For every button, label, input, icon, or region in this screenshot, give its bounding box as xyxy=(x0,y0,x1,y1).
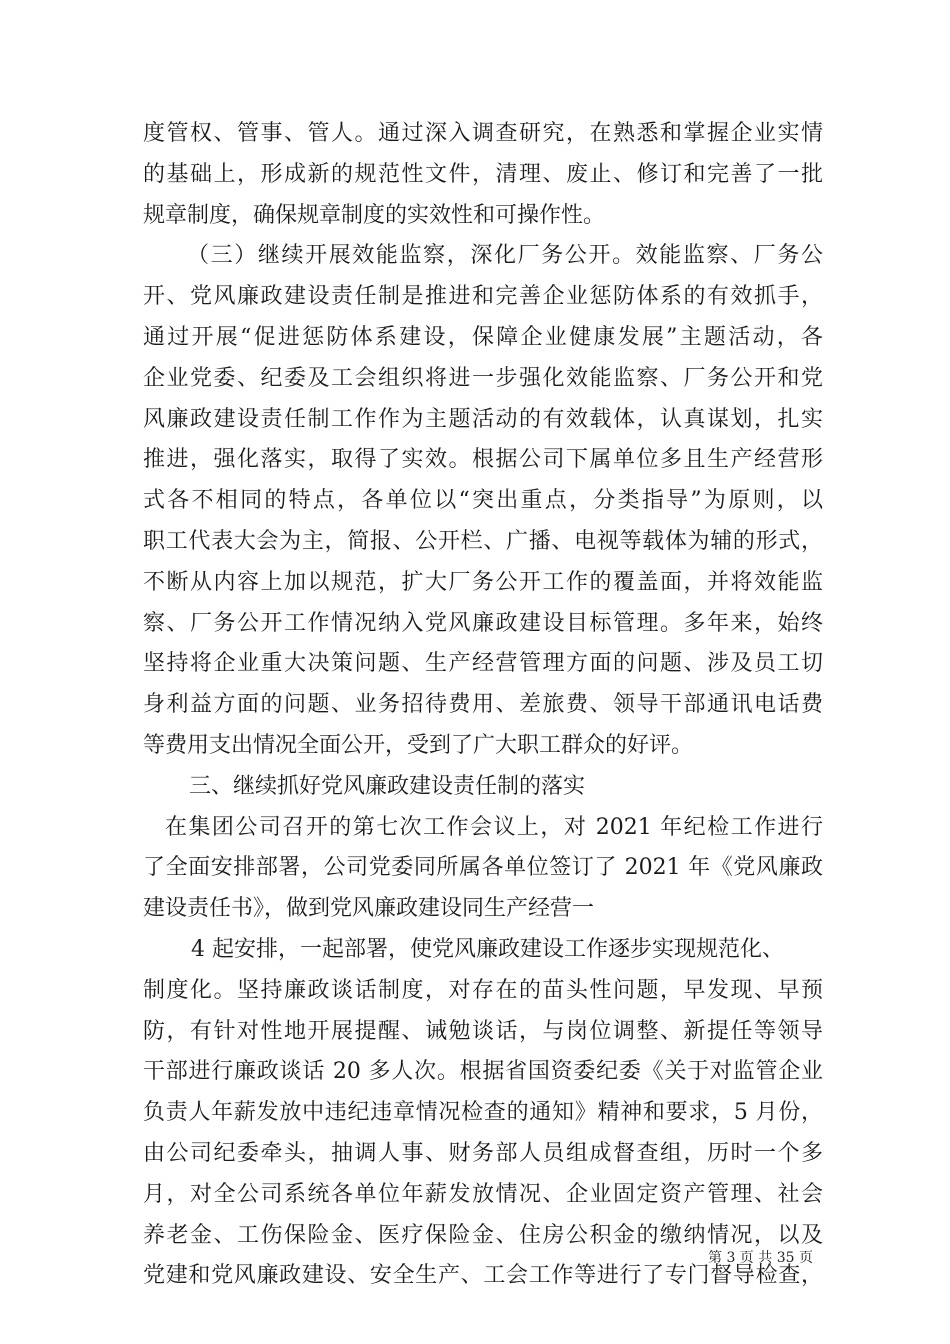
page-number: 第 3 页 共 35 页 xyxy=(708,1250,813,1266)
text-line: 党建和党风廉政建设、安全生产、工会工作等进行了专门督导检查， xyxy=(143,1263,823,1289)
text-line: 制度化。坚持廉政谈话制度，对存在的苗头性问题，早发现、早预 xyxy=(143,977,823,1003)
section-heading: （三）继续开展效能监察，深化厂务公开。效能监察、厂务公 xyxy=(187,243,823,269)
text-line: 企业党委、纪委及工会组织将进一步强化效能监察、厂务公开和党 xyxy=(143,365,823,391)
text-line: 等费用支出情况全面公开，受到了广大职工群众的好评。 xyxy=(143,732,694,758)
text-line: 防，有针对性地开展提醒、诫勉谈话，与岗位调整、新提任等领导 xyxy=(143,1018,823,1044)
text-line: 推进，强化落实，取得了实效。根据公司下属单位多且生产经营形 xyxy=(143,447,823,473)
section-heading: 三、继续抓好党风廉政建设责任制的落实 xyxy=(189,773,586,799)
text-line: 职工代表大会为主，简报、公开栏、广播、电视等载体为辅的形式， xyxy=(143,528,823,554)
text-line: 风廉政建设责任制工作作为主题活动的有效载体，认真谋划，扎实 xyxy=(143,406,823,432)
text-line: 察、厂务公开工作情况纳入党风廉政建设目标管理。多年来，始终 xyxy=(143,610,823,636)
text-line: 身利益方面的问题、业务招待费用、差旅费、领导干部通讯电话费 xyxy=(143,692,823,718)
text-line: 开、党风廉政建设责任制是推进和完善企业惩防体系的有效抓手， xyxy=(143,284,823,310)
text-line: 由公司纪委牵头，抽调人事、财务部人员组成督查组，历时一个多 xyxy=(143,1140,823,1166)
text-line: 坚持将企业重大决策问题、生产经营管理方面的问题、涉及员工切 xyxy=(143,651,823,677)
text-line: 不断从内容上加以规范，扩大厂务公开工作的覆盖面，并将效能监 xyxy=(143,569,823,595)
text-line: 式各不相同的特点，各单位以“突出重点，分类指导”为原则，以 xyxy=(143,488,823,514)
text-line: 了全面安排部署，公司党委同所属各单位签订了 2021 年《党风廉政 xyxy=(143,855,823,881)
text-line: 建设责任书》，做到党风廉政建设同生产经营一 xyxy=(143,896,595,922)
text-line: 通过开展“促进惩防体系建设，保障企业健康发展”主题活动，各 xyxy=(143,324,823,350)
text-line: 养老金、工伤保险金、医疗保险金、住房公积金的缴纳情况，以及 xyxy=(143,1222,823,1248)
text-line: 度管权、管事、管人。通过深入调查研究，在熟悉和掌握企业实情 xyxy=(143,121,823,146)
text-line: 干部进行廉政谈话 20 多人次。根据省国资委纪委《关于对监管企业 xyxy=(143,1059,823,1085)
text-line: 4 起安排，一起部署，使党风廉政建设工作逐步实现规范化、 xyxy=(191,936,784,962)
text-line: 负责人年薪发放中违纪违章情况检查的通知》精神和要求，5 月份， xyxy=(143,1100,823,1126)
text-line: 月，对全公司系统各单位年薪发放情况、企业固定资产管理、社会 xyxy=(143,1181,823,1207)
body-text xyxy=(143,114,823,1297)
text-line: 在集团公司召开的第七次工作会议上，对 2021 年纪检工作进行 xyxy=(165,814,823,840)
text-line: 规章制度，确保规章制度的实效性和可操作性。 xyxy=(143,202,606,228)
text-line: 的基础上，形成新的规范性文件，清理、废止、修订和完善了一批 xyxy=(143,161,823,187)
